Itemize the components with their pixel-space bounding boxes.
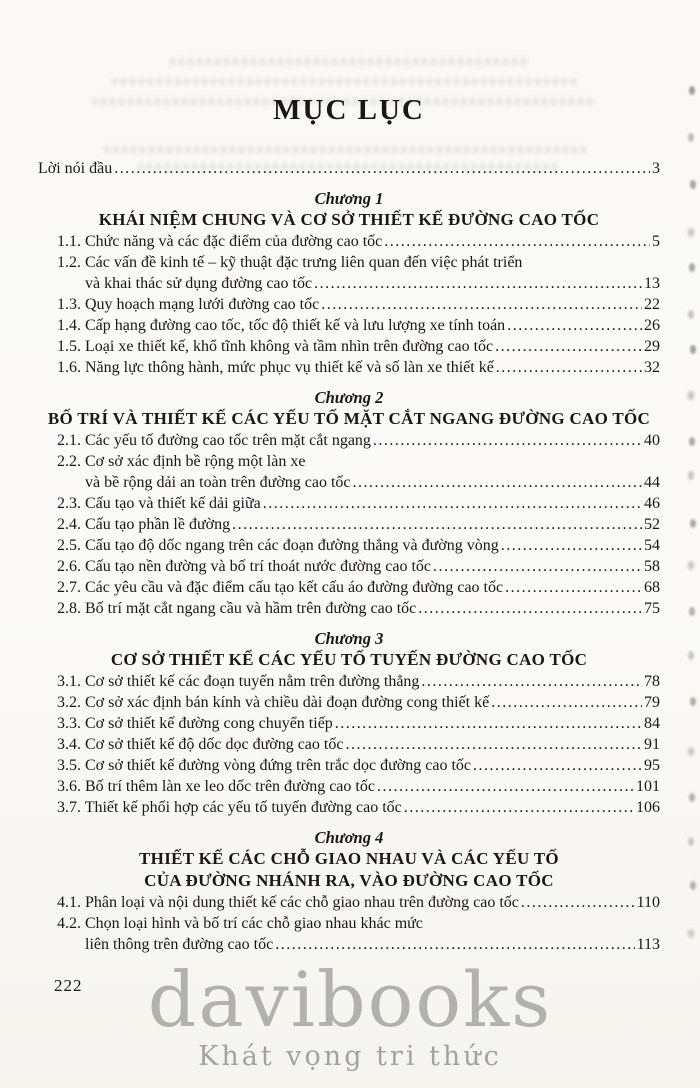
toc-entry-text: 2.6. Cấu tạo nền đường và bố trí thoát nước đường cao tốc <box>57 558 431 575</box>
dot-leader <box>384 231 650 252</box>
dot-leader <box>418 598 642 619</box>
dot-leader <box>421 671 642 692</box>
scanned-page <box>38 92 660 955</box>
chapter-title: BỐ TRÍ VÀ THIẾT KẾ CÁC YẾU TỐ MẶT CẮT NGANG ĐƯỜNG CAO TỐC <box>47 409 651 428</box>
toc-list <box>38 158 660 955</box>
toc-entry <box>38 430 660 451</box>
page-ref: 13 <box>644 275 660 292</box>
page-ref: 22 <box>644 296 660 313</box>
toc-entry-text: 2.4. Cấu tạo phần lề đường <box>57 516 231 533</box>
toc-entry <box>38 755 660 776</box>
dot-leader <box>377 776 634 797</box>
chapter-title: KHÁI NIỆM CHUNG VÀ CƠ SỞ THIẾT KẾ ĐƯỜNG CAO TỐC <box>98 210 600 229</box>
toc-entry <box>38 797 660 818</box>
toc-entry <box>38 158 660 179</box>
page-ref: 40 <box>644 432 660 449</box>
chapter-heading: Chương 3 <box>314 629 384 648</box>
dot-leader <box>505 577 642 598</box>
toc-entry-text: 4.1. Phân loại và nội dung thiết kế các chỗ giao nhau trên đường cao tốc <box>57 894 519 911</box>
page-ref: 79 <box>644 694 660 711</box>
toc-entry <box>38 493 660 514</box>
toc-entry <box>38 231 660 252</box>
toc-entry-text: 2.3. Cấu tạo và thiết kế dải giữa <box>57 495 261 512</box>
toc-entry <box>38 934 660 955</box>
toc-entry-text: 1.4. Cấp hạng đường cao tốc, tốc độ thiết kế và lưu lượng xe tính toán <box>57 317 506 334</box>
dot-leader <box>501 535 642 556</box>
toc-entry <box>38 472 660 493</box>
dot-leader <box>373 430 642 451</box>
toc-entry <box>38 734 660 755</box>
page-ref: 101 <box>636 778 660 795</box>
toc-entry <box>38 357 660 378</box>
bleedthrough-artifact <box>170 58 530 65</box>
dot-leader <box>496 357 642 378</box>
toc-entry <box>38 556 660 577</box>
dot-leader <box>263 493 642 514</box>
toc-entry-text: 1.6. Năng lực thông hành, mức phục vụ thiết kế và số làn xe thiết kế <box>57 359 494 376</box>
dot-leader <box>433 556 642 577</box>
dot-leader <box>314 273 642 294</box>
chapter-title: THIẾT KẾ CÁC CHỖ GIAO NHAU VÀ CÁC YẾU TỐ <box>139 849 559 868</box>
toc-entry-first-line: 4.2. Chọn loại hình và bố trí các chỗ giao nhau khác mức <box>57 915 423 932</box>
dot-leader <box>345 734 642 755</box>
page-ref: 26 <box>644 317 660 334</box>
chapter-heading: Chương 4 <box>314 828 384 847</box>
page-ref: 44 <box>644 474 660 491</box>
bleedthrough-artifact <box>112 78 580 85</box>
page-ref: 84 <box>644 715 660 732</box>
toc-entry <box>38 336 660 357</box>
toc-entry-text: Lời nói đầu <box>38 160 113 177</box>
chapter-heading: Chương 1 <box>314 189 384 208</box>
page-ref: 75 <box>644 600 660 617</box>
toc-entry-text: 2.8. Bố trí mặt cắt ngang cầu và hầm trên đường cao tốc <box>57 600 417 617</box>
toc-entry <box>38 315 660 336</box>
page-ref: 3 <box>652 160 660 177</box>
page-ref: 110 <box>636 894 660 911</box>
chapter-title: CỦA ĐƯỜNG NHÁNH RA, VÀO ĐƯỜNG CAO TỐC <box>144 871 554 890</box>
toc-entry-text: 2.5. Cấu tạo độ dốc ngang trên các đoạn đường thẳng và đường vòng <box>57 537 499 554</box>
toc-entry <box>38 577 660 598</box>
watermark-logo-text: davibooks <box>147 955 553 1044</box>
page-ref: 52 <box>644 516 660 533</box>
chapter-heading: Chương 2 <box>314 388 384 407</box>
dot-leader <box>507 315 642 336</box>
toc-entry <box>38 713 660 734</box>
dot-leader <box>321 294 642 315</box>
dot-leader <box>404 797 634 818</box>
toc-entry-text: 3.6. Bố trí thêm làn xe leo dốc trên đường cao tốc <box>57 778 375 795</box>
toc-entry <box>38 514 660 535</box>
page-number: 222 <box>54 976 83 995</box>
dot-leader <box>491 692 642 713</box>
page-ref: 113 <box>636 936 660 953</box>
toc-entry-text: 1.5. Loại xe thiết kế, khổ tĩnh không và tầm nhìn trên đường cao tốc <box>57 338 494 355</box>
toc-entry-text: 3.3. Cơ sở thiết kế đường cong chuyển tiếp <box>57 715 333 732</box>
toc-entry-text: liên thông trên đường cao tốc <box>85 936 274 953</box>
toc-entry-text: và bề rộng dải an toàn trên đường cao tốc <box>85 474 351 491</box>
toc-entry <box>38 692 660 713</box>
page-ref: 46 <box>644 495 660 512</box>
dot-leader <box>521 892 635 913</box>
page-ref: 5 <box>652 233 660 250</box>
page-ref: 78 <box>644 673 660 690</box>
toc-entry-text: 3.2. Cơ sở xác định bán kính và chiều dài đoạn đường cong thiết kế <box>57 694 490 711</box>
page-ref: 68 <box>644 579 660 596</box>
toc-entry <box>38 671 660 692</box>
toc-entry-text: 1.1. Chức năng và các đặc điểm của đường cao tốc <box>57 233 383 250</box>
dot-leader <box>275 934 634 955</box>
toc-entry-text: và khai thác sử dụng đường cao tốc <box>85 275 313 292</box>
toc-entry <box>38 776 660 797</box>
toc-entry-text: 2.1. Các yếu tố đường cao tốc trên mặt cắt ngang <box>57 432 371 449</box>
watermark-slogan: Khát vọng tri thức <box>198 1041 502 1072</box>
page-ref: 54 <box>644 537 660 554</box>
page-ref: 91 <box>644 736 660 753</box>
dot-leader <box>495 336 642 357</box>
dot-leader <box>232 514 642 535</box>
scan-edge-artifact <box>688 0 694 9</box>
dot-leader <box>335 713 642 734</box>
toc-entry-text: 3.7. Thiết kế phối hợp các yếu tố tuyến đường cao tốc <box>57 799 402 816</box>
toc-entry <box>38 273 660 294</box>
dot-leader <box>352 472 642 493</box>
toc-entry-text: 2.7. Các yêu cầu và đặc điểm cấu tạo kết cấu áo đường đường cao tốc <box>57 579 504 596</box>
dot-leader <box>473 755 642 776</box>
toc-entry-text: 3.4. Cơ sở thiết kế độ dốc dọc đường cao tốc <box>57 736 344 753</box>
toc-entry <box>38 294 660 315</box>
toc-entry <box>38 535 660 556</box>
toc-entry <box>38 892 660 913</box>
page-ref: 95 <box>644 757 660 774</box>
toc-entry-first-line: 2.2. Cơ sở xác định bề rộng một làn xe <box>57 453 306 470</box>
watermark <box>0 955 700 1072</box>
page-ref: 106 <box>636 799 660 816</box>
toc-entry-first-line: 1.2. Các vấn đề kinh tế – kỹ thuật đặc trưng liên quan đến việc phát triển <box>57 254 523 271</box>
toc-entry <box>38 598 660 619</box>
page-ref: 29 <box>644 338 660 355</box>
dot-leader <box>114 158 650 179</box>
toc-entry-text: 3.5. Cơ sở thiết kế đường vòng đứng trên trắc dọc đường cao tốc <box>57 757 471 774</box>
page-title: MỤC LỤC <box>273 94 425 126</box>
page-ref: 58 <box>644 558 660 575</box>
toc-entry-text: 3.1. Cơ sở thiết kế các đoạn tuyến nằm trên đường thẳng <box>57 673 420 690</box>
page-ref: 32 <box>644 359 660 376</box>
toc-entry-text: 1.3. Quy hoạch mạng lưới đường cao tốc <box>57 296 320 313</box>
chapter-title: CƠ SỞ THIẾT KẾ CÁC YẾU TỐ TUYẾN ĐƯỜNG CAO TỐC <box>110 650 588 669</box>
